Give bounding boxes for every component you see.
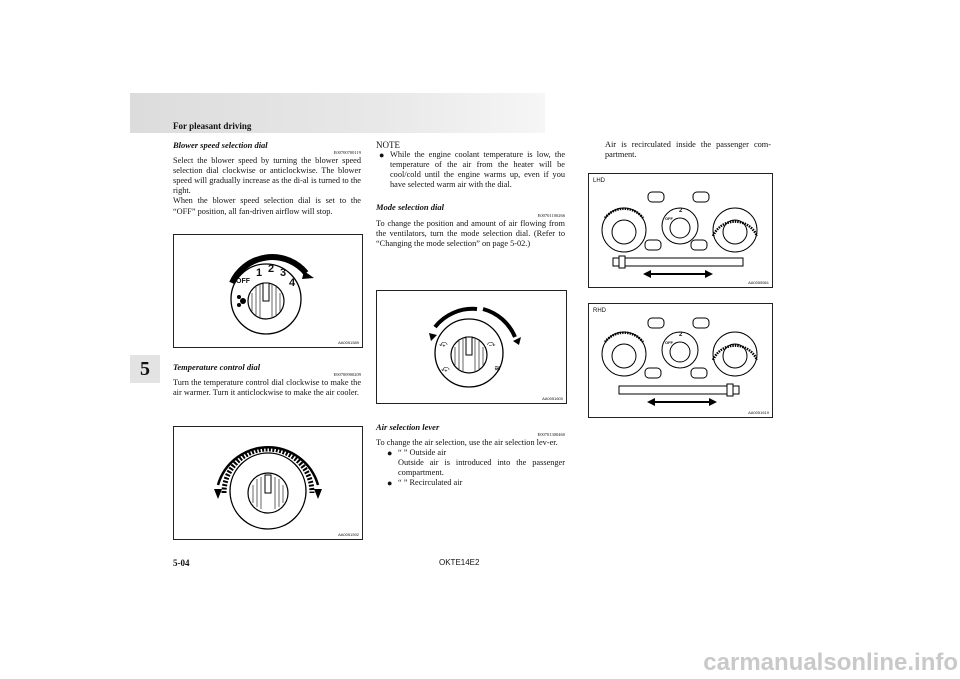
rhd-panel-figure — [588, 303, 773, 418]
temp-dial-illustration — [174, 427, 362, 539]
blower-label-4: 4 — [289, 277, 296, 289]
rhd-fig-code: AA0051619 — [748, 410, 769, 415]
blower-heading-text: Blower speed selection dial — [173, 140, 268, 150]
lhd-panel-label-2: 2 — [679, 208, 683, 214]
blower-body: Select the blower speed by turning the blower speed selection dial clockwise or anticlockwise. The blower speed will gradually increase as the di-al is turned to the right. — [173, 156, 361, 196]
air-body: To change the air selection, use the air selection lev-er. — [376, 438, 558, 448]
blower-dial-illustration — [174, 235, 362, 347]
blower-fig-code: AA0051589 — [338, 340, 359, 345]
note-text: While the engine coolant temperature is low, the temperature of the air from the heater will be cool/cold until the engine warms up, even if you have selected warm air with the dial. — [390, 150, 565, 190]
air-section — [376, 422, 565, 489]
blower-label-off: OFF — [236, 278, 250, 285]
svg-text:≋: ≋ — [494, 364, 501, 373]
svg-text:⤽: ⤽ — [439, 339, 448, 348]
blower-body-2: When the blower speed selection dial is set to the “OFF” position, all fan-driven airflow will stop. — [173, 196, 361, 216]
temp-code: E00700900209 — [333, 372, 361, 378]
temp-section — [173, 362, 361, 398]
watermark: carmanualsonline.info — [703, 649, 958, 676]
mode-dial-figure — [376, 290, 567, 404]
page-number: 5-04 — [173, 558, 190, 568]
lhd-fig-code: AA0055561 — [748, 280, 769, 285]
blower-heading — [173, 140, 361, 150]
rhd-panel-label-off: OFF — [665, 340, 673, 345]
bullet-icon: ● — [387, 448, 393, 459]
bullet-icon: ● — [379, 150, 385, 161]
mode-code: E00701100266 — [537, 212, 565, 218]
mode-fig-code: AA0051600 — [542, 396, 563, 401]
outside-air-title: “ ” Outside air — [398, 448, 447, 458]
chapter-tab: 5 — [130, 355, 160, 383]
air-code: E00701300460 — [537, 432, 565, 438]
lhd-panel-illustration — [589, 174, 772, 287]
column-left — [173, 140, 361, 217]
bullet-icon: ● — [387, 478, 393, 489]
temp-heading — [173, 362, 361, 372]
outside-air-text: Outside air is introduced into the passenger compartment. — [398, 458, 565, 478]
mode-dial-illustration — [377, 291, 566, 403]
rhd-label: RHD — [593, 308, 606, 314]
temp-dial-figure — [173, 426, 363, 540]
temp-fig-code: AA0051592 — [338, 532, 359, 537]
document-code: OKTE14E2 — [439, 558, 480, 567]
lhd-panel-label-off: OFF — [665, 216, 673, 221]
temp-heading-text: Temperature control dial — [173, 362, 261, 372]
note-label: NOTE — [376, 140, 400, 150]
column-middle — [376, 140, 565, 249]
note-bullet — [376, 150, 565, 190]
temp-body: Turn the temperature control dial clockwise to make the air warmer. Turn it anticlockwise to make the air cooler. — [173, 378, 361, 398]
rhd-panel-illustration — [589, 304, 772, 417]
air-heading-text: Air selection lever — [376, 422, 440, 432]
blower-dial-figure — [173, 234, 363, 348]
recirc-air-title: “ ” Recirculated air — [398, 478, 463, 488]
blower-label-1: 1 — [256, 267, 263, 279]
air-heading — [376, 422, 565, 432]
lhd-label: LHD — [593, 178, 606, 184]
recirc-air-item — [384, 478, 565, 488]
mode-heading-text: Mode selection dial — [376, 202, 444, 213]
blower-code: E00700700119 — [333, 150, 361, 156]
svg-text:⤽: ⤽ — [441, 364, 450, 373]
blower-label-2: 2 — [268, 263, 275, 275]
recirc-text: Air is recirculated inside the passenger com-partment. — [605, 140, 771, 160]
page-header-title: For pleasant driving — [173, 121, 252, 131]
lhd-panel-figure — [588, 173, 773, 288]
mode-heading — [376, 202, 565, 212]
blower-label-3: 3 — [280, 267, 287, 279]
outside-air-item — [384, 448, 565, 478]
rhd-panel-label-2: 2 — [679, 332, 683, 338]
svg-text:⤼: ⤼ — [487, 339, 496, 348]
mode-body: To change the position and amount of air flowing from the ventilators, turn the mode selection dial. (Refer to “Changing the mode selection” on page 5-02.) — [376, 218, 565, 248]
column-right — [605, 140, 771, 160]
